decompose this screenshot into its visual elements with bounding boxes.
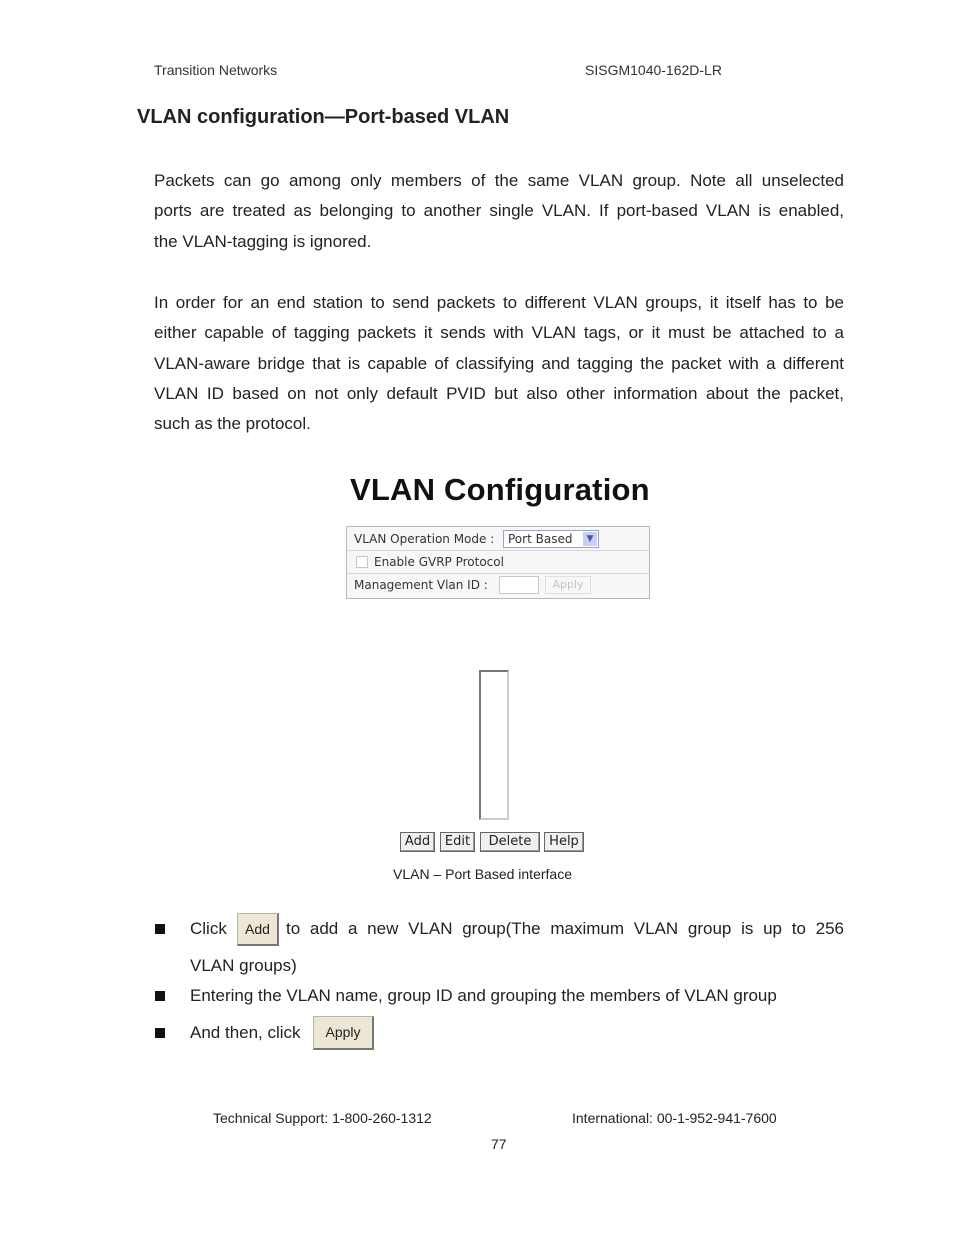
- bullet-square-icon: [155, 991, 165, 1001]
- gvrp-row: [347, 550, 649, 574]
- page-number: 77: [491, 1136, 507, 1152]
- bullet-1-text: to add a new VLAN group(The maximum VLAN group is up to 256: [286, 919, 844, 938]
- figure-caption: VLAN – Port Based interface: [393, 866, 572, 882]
- mgmt-vlan-row: [347, 573, 649, 596]
- footer-support: Technical Support: 1-800-260-1312: [213, 1110, 432, 1126]
- paragraph-1-line: Packets can go among only members of the same VLAN group. Note all unselected: [154, 171, 844, 190]
- figure-title: VLAN Configuration: [350, 472, 650, 507]
- operation-mode-row: [347, 527, 649, 551]
- bullet-1-text-cont: VLAN groups): [190, 956, 297, 975]
- paragraph-1-line: ports are treated as belonging to another single VLAN. If port-based VLAN is enabled,: [154, 201, 844, 221]
- header-model: SISGM1040-162D-LR: [585, 62, 722, 78]
- vlan-group-listbox[interactable]: [479, 670, 509, 820]
- add-button-inline[interactable]: Add: [237, 913, 279, 946]
- paragraph-2: [154, 288, 844, 439]
- paragraph-1: [154, 166, 844, 257]
- bullet-square-icon: [155, 1028, 165, 1038]
- delete-button[interactable]: Delete: [480, 832, 540, 852]
- paragraph-2-line: In order for an end station to send packets to different VLAN groups, it itself has to be: [154, 293, 844, 312]
- header-company: Transition Networks: [154, 62, 278, 78]
- mgmt-vlan-label: Management Vlan ID :: [354, 578, 488, 592]
- paragraph-2-line: VLAN-aware bridge that is capable of classifying and tagging the packet with a different: [154, 353, 844, 373]
- vlan-settings-table: [346, 526, 650, 599]
- help-button[interactable]: Help: [544, 832, 584, 852]
- add-button[interactable]: Add: [400, 832, 435, 852]
- bullet-square-icon: [155, 924, 165, 934]
- edit-button[interactable]: Edit: [440, 832, 475, 852]
- mgmt-vlan-input[interactable]: [499, 576, 539, 594]
- chevron-down-icon: ▼: [583, 532, 597, 546]
- paragraph-2-line: such as the protocol.: [154, 414, 311, 434]
- bullet-1-click: Click: [190, 919, 227, 938]
- gvrp-label: Enable GVRP Protocol: [374, 555, 504, 569]
- gvrp-checkbox[interactable]: [356, 556, 368, 568]
- paragraph-2-line: VLAN ID based on not only default PVID but also other information about the packet,: [154, 383, 844, 403]
- bullet-2-text: Entering the VLAN name, group ID and grouping the members of VLAN group: [190, 986, 777, 1005]
- paragraph-2-line: either capable of tagging packets it sends with VLAN tags, or it must be attached to a: [154, 323, 844, 343]
- operation-mode-value: Port Based: [508, 532, 573, 546]
- operation-mode-select[interactable]: [503, 530, 599, 548]
- operation-mode-label: VLAN Operation Mode :: [354, 532, 495, 546]
- apply-button-disabled[interactable]: Apply: [545, 576, 591, 594]
- paragraph-1-line: the VLAN-tagging is ignored.: [154, 231, 372, 251]
- bullet-3-text: And then, click: [190, 1023, 301, 1042]
- apply-button-inline[interactable]: Apply: [313, 1016, 374, 1050]
- section-title: VLAN configuration—Port-based VLAN: [137, 106, 510, 128]
- footer-international: International: 00-1-952-941-7600: [572, 1110, 777, 1126]
